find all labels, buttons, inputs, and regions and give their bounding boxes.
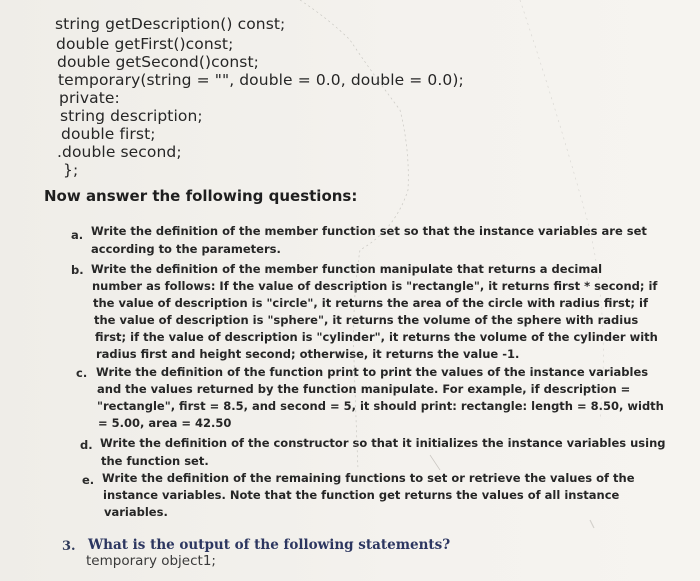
question-line: Write the definition of the member function manipulate that returns a decimal — [91, 262, 603, 276]
question-line: according to the parameters. — [91, 242, 281, 256]
question-line: and the values returned by the function manipulate. For example, if description = — [97, 382, 631, 396]
code-line: .double second; — [57, 143, 182, 161]
section-heading: Now answer the following questions: — [44, 187, 358, 205]
code-line: }; — [63, 161, 79, 179]
question-line: variables. — [104, 505, 168, 519]
question-line: the value of description is "sphere", it returns the volume of the sphere with radius — [94, 313, 639, 327]
question-line: first; if the value of description is "cylinder", it returns the volume of the cylinder with — [95, 330, 658, 344]
code-line: temporary(string = "", double = 0.0, double = 0.0); — [58, 71, 464, 89]
question-line: number as follows: If the value of description is "rectangle", it returns first * second; if — [92, 279, 658, 293]
code-line: double getSecond()const; — [57, 53, 259, 71]
question-marker: d. — [80, 438, 93, 452]
question-line: radius first and height second; otherwise, it returns the value -1. — [96, 347, 520, 361]
question-marker: e. — [82, 473, 95, 487]
question-marker: 3. — [62, 539, 76, 554]
code-line: double first; — [61, 125, 156, 143]
question-line: = 5.00, area = 42.50 — [98, 416, 232, 430]
question-3-code: temporary object1; — [86, 553, 216, 569]
question-line: Write the definition of the function print to print the values of the instance variables — [96, 365, 649, 379]
question-line: Write the definition of the constructor so that it initializes the instance variables using — [100, 436, 666, 450]
question-marker: b. — [71, 263, 84, 277]
code-line: double getFirst()const; — [56, 35, 234, 53]
code-line: string getDescription() const; — [55, 15, 286, 33]
question-line: "rectangle", first = 8.5, and second = 5, it should print: rectangle: length = 8.50, width — [97, 399, 664, 413]
code-line: private: — [59, 89, 120, 107]
question-marker: a. — [71, 228, 84, 242]
question-line: the value of description is "circle", it returns the area of the circle with radius first; if — [93, 296, 648, 310]
question-marker: c. — [76, 366, 88, 380]
question-line: Write the definition of the remaining functions to set or retrieve the values of the — [102, 471, 635, 485]
question-line: instance variables. Note that the function get returns the values of all instance — [103, 488, 620, 502]
code-line: string description; — [60, 107, 203, 125]
question-3-text: What is the output of the following statements? — [88, 537, 451, 553]
question-line: Write the definition of the member function set so that the instance variables are set — [91, 224, 647, 238]
question-line: the function set. — [101, 454, 209, 468]
